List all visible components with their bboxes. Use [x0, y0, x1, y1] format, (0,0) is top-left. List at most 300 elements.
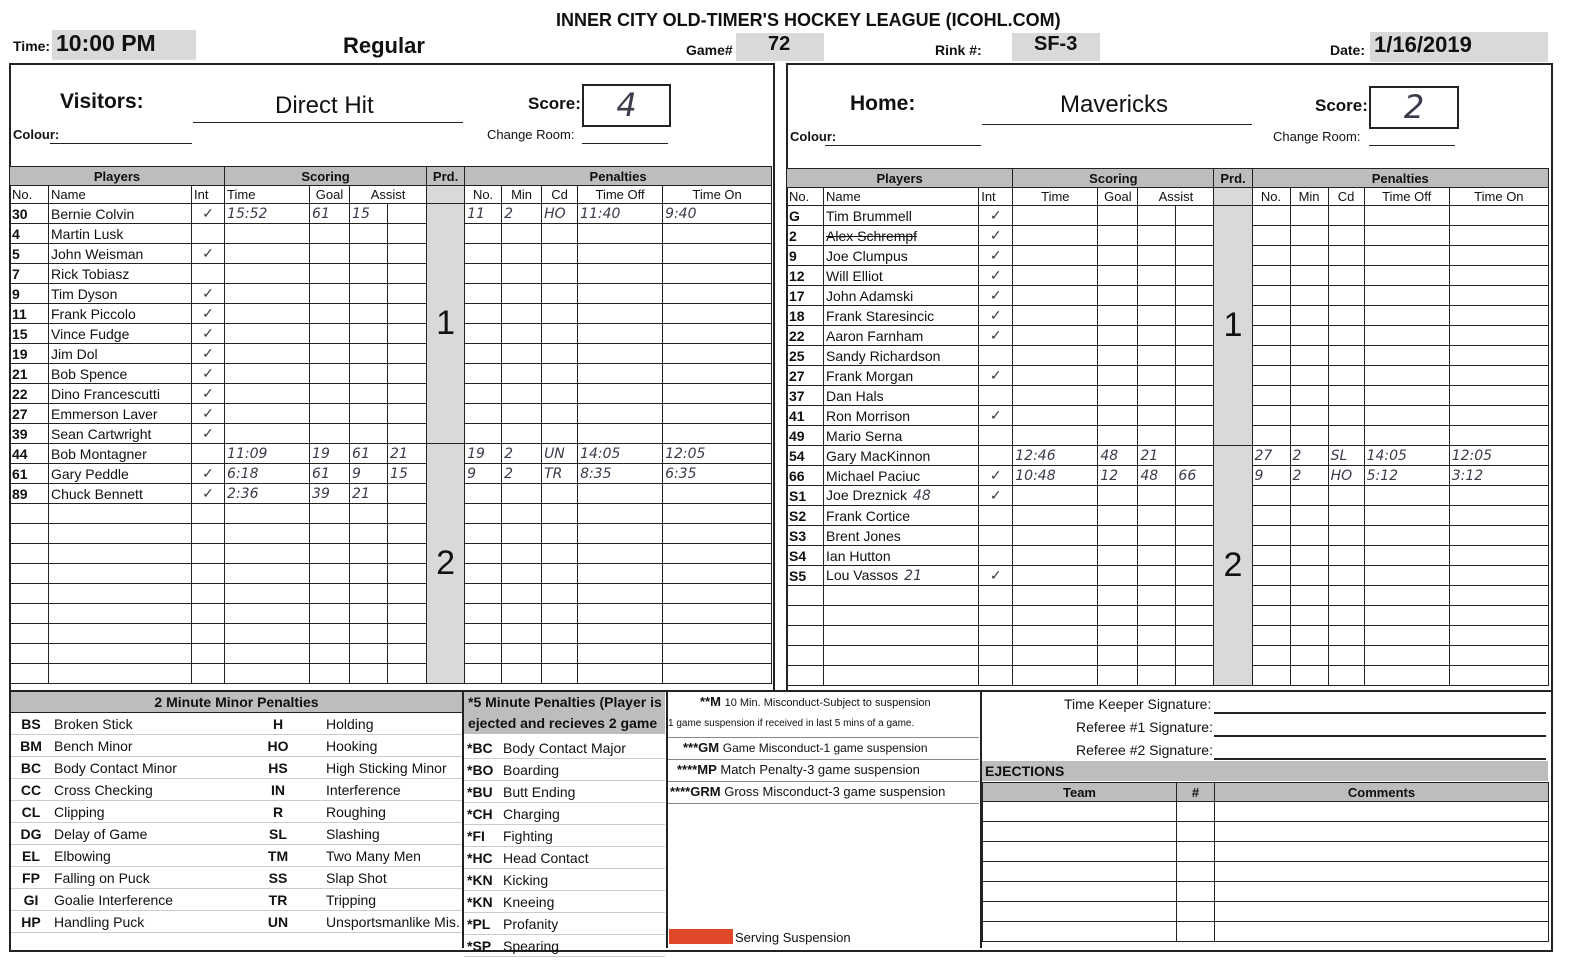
player-number[interactable]: 19 — [10, 344, 49, 364]
penalty-off[interactable] — [1364, 266, 1449, 286]
player-name[interactable]: Frank Morgan — [824, 366, 979, 386]
penalty-off[interactable] — [1364, 566, 1449, 586]
penalty-min[interactable] — [502, 224, 542, 244]
penalty-min[interactable] — [1290, 526, 1328, 546]
scoring-goal[interactable]: 61 — [310, 464, 350, 484]
penalty-min[interactable] — [502, 264, 542, 284]
scoring-assist[interactable] — [1138, 546, 1176, 566]
player-name[interactable] — [824, 586, 979, 606]
penalty-no[interactable] — [1252, 506, 1290, 526]
penalty-off[interactable] — [578, 404, 663, 424]
scoring-assist2[interactable] — [388, 404, 427, 424]
penalty-on[interactable] — [1449, 306, 1548, 326]
penalty-cd[interactable] — [1328, 306, 1364, 326]
penalty-off[interactable] — [1364, 346, 1449, 366]
penalty-min[interactable] — [1290, 226, 1328, 246]
scoring-goal[interactable] — [310, 324, 350, 344]
int-check[interactable] — [192, 644, 225, 664]
player-name[interactable] — [824, 666, 979, 686]
scoring-assist[interactable] — [1138, 346, 1176, 366]
ejection-number[interactable] — [1177, 802, 1215, 822]
scoring-assist2[interactable] — [388, 204, 427, 224]
player-name[interactable]: Martin Lusk — [49, 224, 192, 244]
penalty-no[interactable] — [1252, 246, 1290, 266]
scoring-assist2[interactable] — [388, 384, 427, 404]
scoring-time[interactable] — [1013, 426, 1098, 446]
penalty-no[interactable] — [465, 364, 502, 384]
scoring-time[interactable]: 12:46 — [1013, 446, 1098, 466]
penalty-on[interactable] — [1449, 366, 1548, 386]
penalty-no[interactable] — [1252, 366, 1290, 386]
scoring-time[interactable] — [225, 364, 310, 384]
scoring-time[interactable] — [225, 344, 310, 364]
penalty-on[interactable] — [1449, 646, 1548, 666]
scoring-goal[interactable] — [310, 344, 350, 364]
penalty-off[interactable] — [578, 544, 663, 564]
penalty-no[interactable] — [465, 544, 502, 564]
penalty-on[interactable] — [1449, 666, 1548, 686]
player-number[interactable]: 2 — [787, 226, 824, 246]
int-check[interactable] — [979, 666, 1013, 686]
penalty-min[interactable] — [1290, 346, 1328, 366]
int-check[interactable]: ✓ — [979, 326, 1013, 346]
scoring-assist[interactable] — [1138, 626, 1176, 646]
player-number[interactable] — [10, 504, 49, 524]
penalty-cd[interactable] — [1328, 606, 1364, 626]
penalty-min[interactable] — [502, 244, 542, 264]
penalty-off[interactable] — [578, 504, 663, 524]
penalty-cd[interactable]: TR — [542, 464, 578, 484]
int-check[interactable] — [192, 584, 225, 604]
penalty-cd[interactable] — [1328, 406, 1364, 426]
penalty-cd[interactable] — [1328, 546, 1364, 566]
int-check[interactable]: ✓ — [979, 406, 1013, 426]
penalty-on[interactable] — [663, 504, 772, 524]
penalty-on[interactable]: 9:40 — [663, 204, 772, 224]
scoring-assist2[interactable] — [1176, 306, 1214, 326]
penalty-no[interactable] — [465, 664, 502, 684]
penalty-cd[interactable] — [1328, 526, 1364, 546]
scoring-goal[interactable] — [1098, 646, 1138, 666]
scoring-time[interactable] — [225, 304, 310, 324]
scoring-assist[interactable] — [1138, 206, 1176, 226]
penalty-on[interactable] — [1449, 626, 1548, 646]
penalty-cd[interactable] — [1328, 586, 1364, 606]
scoring-assist2[interactable] — [388, 664, 427, 684]
penalty-no[interactable] — [1252, 326, 1290, 346]
scoring-goal[interactable] — [1098, 266, 1138, 286]
penalty-on[interactable] — [1449, 406, 1548, 426]
scoring-assist2[interactable]: 21 — [388, 444, 427, 464]
player-name[interactable] — [824, 626, 979, 646]
penalty-cd[interactable] — [1328, 346, 1364, 366]
player-number[interactable]: S4 — [787, 546, 824, 566]
penalty-no[interactable] — [1252, 646, 1290, 666]
penalty-on[interactable] — [663, 304, 772, 324]
scoring-time[interactable] — [225, 244, 310, 264]
player-number[interactable]: 11 — [10, 304, 49, 324]
penalty-cd[interactable] — [1328, 666, 1364, 686]
penalty-off[interactable] — [1364, 326, 1449, 346]
penalty-min[interactable] — [1290, 606, 1328, 626]
player-name[interactable]: Bob Spence — [49, 364, 192, 384]
scoring-goal[interactable] — [310, 624, 350, 644]
int-check[interactable] — [192, 564, 225, 584]
scoring-time[interactable] — [1013, 646, 1098, 666]
penalty-min[interactable] — [1290, 586, 1328, 606]
penalty-on[interactable] — [663, 244, 772, 264]
scoring-assist[interactable] — [350, 604, 388, 624]
scoring-assist2[interactable] — [1176, 326, 1214, 346]
scoring-assist[interactable] — [1138, 646, 1176, 666]
penalty-min[interactable] — [502, 624, 542, 644]
penalty-off[interactable] — [578, 384, 663, 404]
scoring-assist2[interactable] — [1176, 366, 1214, 386]
player-name[interactable]: Bob Montagner — [49, 444, 192, 464]
scoring-time[interactable] — [225, 524, 310, 544]
penalty-off[interactable] — [578, 224, 663, 244]
scoring-goal[interactable] — [1098, 226, 1138, 246]
player-name[interactable]: Mario Serna — [824, 426, 979, 446]
penalty-off[interactable]: 14:05 — [1364, 446, 1449, 466]
penalty-cd[interactable] — [542, 584, 578, 604]
penalty-cd[interactable]: SL — [1328, 446, 1364, 466]
scoring-assist2[interactable] — [388, 644, 427, 664]
player-name[interactable] — [49, 644, 192, 664]
int-check[interactable]: ✓ — [192, 204, 225, 224]
penalty-on[interactable] — [663, 484, 772, 504]
penalty-off[interactable] — [578, 304, 663, 324]
int-check[interactable] — [192, 504, 225, 524]
scoring-goal[interactable] — [1098, 326, 1138, 346]
penalty-on[interactable] — [1449, 206, 1548, 226]
player-number[interactable] — [10, 644, 49, 664]
penalty-off[interactable] — [578, 324, 663, 344]
scoring-assist2[interactable] — [1176, 426, 1214, 446]
scoring-assist2[interactable] — [388, 284, 427, 304]
penalty-off[interactable] — [578, 564, 663, 584]
penalty-cd[interactable] — [1328, 246, 1364, 266]
penalty-cd[interactable] — [1328, 566, 1364, 586]
timekeeper-signature-line[interactable] — [1214, 712, 1546, 714]
penalty-on[interactable] — [663, 224, 772, 244]
scoring-goal[interactable] — [1098, 346, 1138, 366]
scoring-assist[interactable]: 9 — [350, 464, 388, 484]
ejection-number[interactable] — [1177, 902, 1215, 922]
penalty-cd[interactable] — [542, 484, 578, 504]
penalty-on[interactable] — [663, 604, 772, 624]
scoring-goal[interactable]: 61 — [310, 204, 350, 224]
scoring-goal[interactable] — [1098, 206, 1138, 226]
penalty-min[interactable] — [502, 364, 542, 384]
scoring-assist[interactable] — [350, 404, 388, 424]
player-name[interactable] — [49, 624, 192, 644]
player-number[interactable]: 49 — [787, 426, 824, 446]
int-check[interactable]: ✓ — [979, 306, 1013, 326]
scoring-time[interactable] — [225, 504, 310, 524]
player-number[interactable] — [787, 666, 824, 686]
penalty-min[interactable] — [1290, 386, 1328, 406]
player-name[interactable]: Ian Hutton — [824, 546, 979, 566]
scoring-assist2[interactable] — [1176, 526, 1214, 546]
penalty-on[interactable] — [1449, 286, 1548, 306]
player-name[interactable]: Alex Schrempf — [824, 226, 979, 246]
scoring-assist[interactable] — [1138, 426, 1176, 446]
player-name[interactable]: Tim Dyson — [49, 284, 192, 304]
scoring-assist2[interactable] — [388, 544, 427, 564]
scoring-time[interactable] — [1013, 406, 1098, 426]
penalty-no[interactable] — [465, 224, 502, 244]
player-number[interactable]: 66 — [787, 466, 824, 486]
player-name[interactable]: Gary MacKinnon — [824, 446, 979, 466]
ejection-team[interactable] — [983, 902, 1177, 922]
ejection-number[interactable] — [1177, 922, 1215, 942]
ejection-team[interactable] — [983, 842, 1177, 862]
scoring-time[interactable] — [225, 564, 310, 584]
int-check[interactable]: ✓ — [192, 304, 225, 324]
penalty-no[interactable]: 11 — [465, 204, 502, 224]
penalty-cd[interactable] — [542, 644, 578, 664]
penalty-cd[interactable] — [1328, 366, 1364, 386]
penalty-min[interactable]: 2 — [502, 204, 542, 224]
penalty-cd[interactable] — [542, 224, 578, 244]
penalty-off[interactable] — [578, 584, 663, 604]
scoring-assist2[interactable] — [388, 264, 427, 284]
player-name[interactable] — [824, 646, 979, 666]
penalty-cd[interactable]: HO — [1328, 466, 1364, 486]
penalty-on[interactable] — [1449, 246, 1548, 266]
penalty-min[interactable] — [1290, 626, 1328, 646]
scoring-goal[interactable] — [310, 264, 350, 284]
scoring-goal[interactable] — [1098, 406, 1138, 426]
int-check[interactable]: ✓ — [192, 284, 225, 304]
scoring-assist2[interactable] — [388, 364, 427, 384]
scoring-time[interactable] — [1013, 386, 1098, 406]
penalty-off[interactable] — [578, 644, 663, 664]
penalty-on[interactable]: 3:12 — [1449, 466, 1548, 486]
player-number[interactable]: 61 — [10, 464, 49, 484]
ejection-comment[interactable] — [1215, 862, 1549, 882]
player-number[interactable] — [787, 646, 824, 666]
penalty-min[interactable] — [502, 644, 542, 664]
penalty-off[interactable] — [1364, 226, 1449, 246]
penalty-no[interactable] — [1252, 606, 1290, 626]
player-number[interactable]: 44 — [10, 444, 49, 464]
player-name[interactable]: Dino Francescutti — [49, 384, 192, 404]
penalty-cd[interactable] — [1328, 206, 1364, 226]
penalty-min[interactable] — [502, 404, 542, 424]
penalty-cd[interactable] — [542, 564, 578, 584]
scoring-time[interactable] — [1013, 566, 1098, 586]
scoring-time[interactable] — [225, 284, 310, 304]
penalty-no[interactable] — [465, 624, 502, 644]
penalty-on[interactable] — [663, 364, 772, 384]
scoring-goal[interactable] — [1098, 386, 1138, 406]
scoring-time[interactable] — [225, 584, 310, 604]
scoring-assist2[interactable] — [388, 244, 427, 264]
scoring-assist2[interactable] — [1176, 606, 1214, 626]
scoring-assist2[interactable] — [388, 424, 427, 444]
scoring-time[interactable]: 6:18 — [225, 464, 310, 484]
penalty-cd[interactable] — [1328, 226, 1364, 246]
player-number[interactable] — [10, 544, 49, 564]
scoring-assist[interactable] — [1138, 246, 1176, 266]
penalty-no[interactable] — [465, 424, 502, 444]
penalty-cd[interactable] — [542, 524, 578, 544]
scoring-goal[interactable] — [1098, 426, 1138, 446]
scoring-goal[interactable] — [310, 584, 350, 604]
int-check[interactable] — [979, 546, 1013, 566]
scoring-assist2[interactable] — [388, 604, 427, 624]
scoring-assist[interactable] — [350, 504, 388, 524]
scoring-goal[interactable] — [1098, 546, 1138, 566]
player-number[interactable]: 37 — [787, 386, 824, 406]
player-name[interactable]: John Adamski — [824, 286, 979, 306]
scoring-goal[interactable] — [310, 664, 350, 684]
penalty-off[interactable] — [1364, 406, 1449, 426]
scoring-assist2[interactable] — [388, 504, 427, 524]
scoring-assist[interactable]: 21 — [1138, 446, 1176, 466]
penalty-off[interactable] — [578, 364, 663, 384]
player-number[interactable] — [787, 586, 824, 606]
scoring-assist2[interactable] — [1176, 506, 1214, 526]
penalty-min[interactable] — [1290, 566, 1328, 586]
scoring-goal[interactable] — [1098, 306, 1138, 326]
int-check[interactable]: ✓ — [192, 384, 225, 404]
int-check[interactable]: ✓ — [192, 364, 225, 384]
penalty-on[interactable] — [663, 524, 772, 544]
penalty-on[interactable] — [1449, 566, 1548, 586]
scoring-assist2[interactable] — [1176, 266, 1214, 286]
scoring-goal[interactable]: 39 — [310, 484, 350, 504]
scoring-assist2[interactable] — [388, 304, 427, 324]
player-number[interactable]: 5 — [10, 244, 49, 264]
int-check[interactable] — [192, 604, 225, 624]
penalty-min[interactable] — [502, 564, 542, 584]
player-number[interactable]: 22 — [787, 326, 824, 346]
penalty-min[interactable] — [502, 544, 542, 564]
player-name[interactable]: Chuck Bennett — [49, 484, 192, 504]
player-number[interactable]: S2 — [787, 506, 824, 526]
penalty-on[interactable] — [1449, 546, 1548, 566]
scoring-time[interactable] — [1013, 246, 1098, 266]
scoring-goal[interactable] — [1098, 626, 1138, 646]
scoring-time[interactable]: 2:36 — [225, 484, 310, 504]
penalty-off[interactable] — [1364, 506, 1449, 526]
penalty-no[interactable] — [465, 484, 502, 504]
penalty-min[interactable] — [1290, 266, 1328, 286]
player-name[interactable] — [49, 604, 192, 624]
player-name[interactable]: Aaron Farnham — [824, 326, 979, 346]
int-check[interactable] — [192, 624, 225, 644]
player-number[interactable]: G — [787, 206, 824, 226]
int-check[interactable] — [979, 586, 1013, 606]
scoring-time[interactable]: 15:52 — [225, 204, 310, 224]
scoring-goal[interactable] — [310, 224, 350, 244]
penalty-cd[interactable] — [542, 244, 578, 264]
player-name[interactable]: Frank Staresincic — [824, 306, 979, 326]
player-number[interactable]: 9 — [787, 246, 824, 266]
penalty-min[interactable]: 2 — [1290, 446, 1328, 466]
penalty-on[interactable] — [1449, 346, 1548, 366]
scoring-assist[interactable] — [350, 644, 388, 664]
scoring-time[interactable] — [1013, 626, 1098, 646]
penalty-on[interactable] — [663, 404, 772, 424]
ejection-comment[interactable] — [1215, 802, 1549, 822]
penalty-no[interactable] — [465, 644, 502, 664]
scoring-goal[interactable] — [1098, 666, 1138, 686]
penalty-on[interactable] — [663, 544, 772, 564]
player-name[interactable]: Frank Cortice — [824, 506, 979, 526]
penalty-off[interactable] — [1364, 646, 1449, 666]
scoring-time[interactable] — [225, 664, 310, 684]
int-check[interactable] — [979, 346, 1013, 366]
int-check[interactable]: ✓ — [979, 246, 1013, 266]
penalty-on[interactable]: 12:05 — [663, 444, 772, 464]
scoring-assist[interactable] — [1138, 326, 1176, 346]
scoring-assist[interactable] — [1138, 506, 1176, 526]
player-number[interactable]: 27 — [787, 366, 824, 386]
scoring-goal[interactable] — [1098, 486, 1138, 506]
penalty-no[interactable] — [1252, 266, 1290, 286]
penalty-on[interactable] — [1449, 226, 1548, 246]
int-check[interactable] — [192, 544, 225, 564]
penalty-min[interactable] — [502, 524, 542, 544]
penalty-on[interactable] — [663, 384, 772, 404]
player-number[interactable]: 30 — [10, 204, 49, 224]
penalty-cd[interactable] — [542, 544, 578, 564]
penalty-cd[interactable] — [542, 344, 578, 364]
player-name[interactable]: Dan Hals — [824, 386, 979, 406]
penalty-no[interactable] — [1252, 546, 1290, 566]
player-name[interactable]: Jim Dol — [49, 344, 192, 364]
penalty-on[interactable]: 6:35 — [663, 464, 772, 484]
penalty-off[interactable] — [578, 424, 663, 444]
penalty-min[interactable] — [1290, 286, 1328, 306]
scoring-goal[interactable] — [1098, 286, 1138, 306]
scoring-goal[interactable]: 48 — [1098, 446, 1138, 466]
scoring-assist2[interactable] — [1176, 286, 1214, 306]
penalty-cd[interactable] — [542, 404, 578, 424]
int-check[interactable]: ✓ — [979, 366, 1013, 386]
player-number[interactable]: 4 — [10, 224, 49, 244]
int-check[interactable] — [192, 444, 225, 464]
penalty-cd[interactable] — [1328, 286, 1364, 306]
scoring-goal[interactable] — [310, 524, 350, 544]
ejection-team[interactable] — [983, 862, 1177, 882]
int-check[interactable]: ✓ — [192, 404, 225, 424]
penalty-no[interactable] — [465, 384, 502, 404]
penalty-cd[interactable] — [542, 604, 578, 624]
penalty-no[interactable] — [465, 284, 502, 304]
player-name[interactable]: Sandy Richardson — [824, 346, 979, 366]
penalty-on[interactable] — [663, 344, 772, 364]
penalty-off[interactable] — [1364, 586, 1449, 606]
scoring-goal[interactable] — [310, 564, 350, 584]
player-number[interactable] — [10, 624, 49, 644]
scoring-assist[interactable] — [350, 524, 388, 544]
penalty-off[interactable]: 14:05 — [578, 444, 663, 464]
penalty-on[interactable]: 12:05 — [1449, 446, 1548, 466]
penalty-min[interactable] — [502, 384, 542, 404]
player-number[interactable]: 21 — [10, 364, 49, 384]
penalty-no[interactable]: 9 — [465, 464, 502, 484]
scoring-assist2[interactable] — [1176, 626, 1214, 646]
player-number[interactable]: 27 — [10, 404, 49, 424]
penalty-no[interactable] — [465, 564, 502, 584]
ejection-team[interactable] — [983, 922, 1177, 942]
player-name[interactable]: Sean Cartwright — [49, 424, 192, 444]
